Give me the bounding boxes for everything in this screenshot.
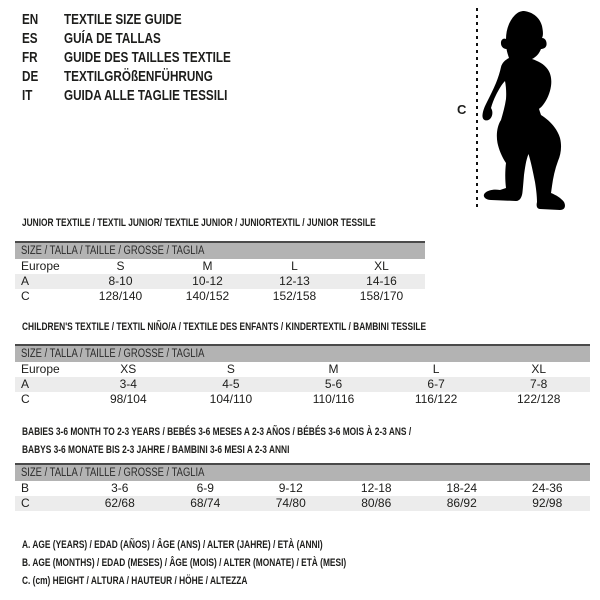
table-cell: XL (374, 259, 389, 273)
language-code: ES (22, 30, 38, 47)
table-cell: 8-10 (108, 274, 133, 288)
footnote-height-cm: C. (cm) HEIGHT / ALTURA / HAUTEUR / HÖHE / ALTEZZA (22, 575, 248, 587)
table-cell: 4-5 (222, 377, 240, 391)
row-label-cell: Europe (21, 259, 60, 273)
table-cell: 10-12 (192, 274, 223, 288)
language-row-de (22, 67, 278, 86)
children-size-table (15, 344, 590, 407)
table-cell: 122/128 (516, 392, 561, 406)
table-cell: 12-18 (360, 481, 392, 495)
size-header-band: SIZE / TALLA / TAILLE / GRÖSSE / TAGLIA (15, 243, 425, 259)
table-cell: 110/116 (312, 392, 355, 406)
toddler-silhouette-icon (479, 8, 567, 214)
table-cell: 140/152 (185, 289, 230, 303)
table-row (15, 362, 590, 377)
language-title-block (22, 10, 278, 105)
table-row (15, 481, 590, 496)
table-cell: 86/92 (446, 496, 477, 510)
table-cell: 128/140 (98, 289, 143, 303)
guide-title-en: TEXTILE SIZE GUIDE (64, 11, 182, 28)
row-label-cell: C (21, 392, 30, 406)
table-cell: 98/104 (109, 392, 147, 406)
table-cell: M (328, 362, 339, 376)
table-cell: 116/122 (414, 392, 458, 406)
row-label-cell: C (21, 496, 30, 510)
language-row-es (22, 29, 278, 48)
table-cell: 18-24 (446, 481, 478, 495)
babies-size-table (15, 463, 590, 511)
language-row-en (22, 10, 278, 29)
table-cell: 24-36 (531, 481, 563, 495)
row-label-cell: C (21, 289, 30, 303)
guide-title-es: GUÍA DE TALLAS (64, 30, 161, 47)
height-dotted-line (476, 8, 478, 208)
table-cell: L (432, 362, 440, 376)
table-cell: M (202, 259, 213, 273)
table-cell: 74/80 (275, 496, 306, 510)
table-cell: 5-6 (324, 377, 343, 391)
table-cell: 6-9 (196, 481, 214, 495)
language-row-it (22, 86, 278, 105)
language-code: DE (22, 68, 39, 85)
footnote-age-months: B. AGE (MONTHS) / EDAD (MESES) / ÂGE (MOIS) / ALTER (MONATE) / ETÀ (MESI) (22, 557, 347, 569)
table-cell: 6-7 (427, 377, 445, 391)
table-row (15, 289, 425, 304)
row-label-cell: A (21, 377, 30, 391)
size-header-band: SIZE / TALLA / TAILLE / GRÖSSE / TAGLIA (15, 346, 590, 362)
table-cell: 62/68 (104, 496, 135, 510)
table-cell: 68/74 (190, 496, 221, 510)
table-cell: 158/170 (359, 289, 404, 303)
table-cell: 7-8 (530, 377, 548, 391)
height-measure-label: C (457, 102, 467, 117)
table-row (15, 392, 590, 407)
table-cell: XS (120, 362, 137, 376)
table-row (15, 274, 425, 289)
table-cell: XL (531, 362, 547, 376)
language-code: FR (22, 49, 38, 66)
language-code: IT (22, 87, 33, 104)
table-cell: 14-16 (366, 274, 397, 288)
guide-title-fr: GUIDE DES TAILLES TEXTILE (64, 49, 231, 66)
table-cell: 3-6 (111, 481, 129, 495)
table-row (15, 377, 590, 392)
footnote-age-years: A. AGE (YEARS) / EDAD (AÑOS) / ÂGE (ANS) / ALTER (JAHRE) / ETÀ (ANNI) (22, 539, 323, 551)
junior-table-title: JUNIOR TEXTILE / TEXTIL JUNIOR/ TEXTILE JUNIOR / JUNIORTEXTIL / JUNIOR TESSILE (22, 217, 376, 229)
table-cell: 3-4 (119, 377, 137, 391)
language-row-fr (22, 48, 278, 67)
table-cell: 9-12 (278, 481, 303, 495)
row-label-cell: B (21, 481, 30, 495)
babies-table-title: BABIES 3-6 MONTH TO 2-3 YEARS / BEBÉS 3-6 MESES A 2-3 AÑOS / BÉBÉS 3-6 MOIS À 2-3 ANS / BABYS 3-6 MONATE BIS 2-3 JAHRE / BAMBINI 3-6 MESI A 2-3 ANNI (22, 426, 412, 456)
table-cell: 104/110 (209, 392, 253, 406)
language-code: EN (22, 11, 39, 28)
junior-size-table (15, 241, 425, 304)
guide-title-de: TEXTILGRÖßENFÜHRUNG (64, 68, 213, 85)
table-cell: S (116, 259, 125, 273)
size-header-band: SIZE / TALLA / TAILLE / GRÖSSE / TAGLIA (15, 465, 590, 481)
row-label-cell: A (21, 274, 30, 288)
table-cell: 80/86 (361, 496, 392, 510)
table-cell: L (291, 259, 298, 273)
table-row (15, 259, 425, 274)
children-table-title: CHILDREN'S TEXTILE / TEXTIL NIÑO/A / TEXTILE DES ENFANTS / KINDERTEXTIL / BAMBINI TESSILE (22, 321, 427, 333)
row-label-cell: Europe (21, 362, 60, 376)
table-cell: 152/158 (272, 289, 317, 303)
table-row (15, 496, 590, 511)
table-cell: 92/98 (532, 496, 563, 510)
table-cell: S (226, 362, 235, 376)
table-cell: 12-13 (279, 274, 310, 288)
guide-title-it: GUIDA ALLE TAGLIE TESSILI (64, 87, 228, 104)
